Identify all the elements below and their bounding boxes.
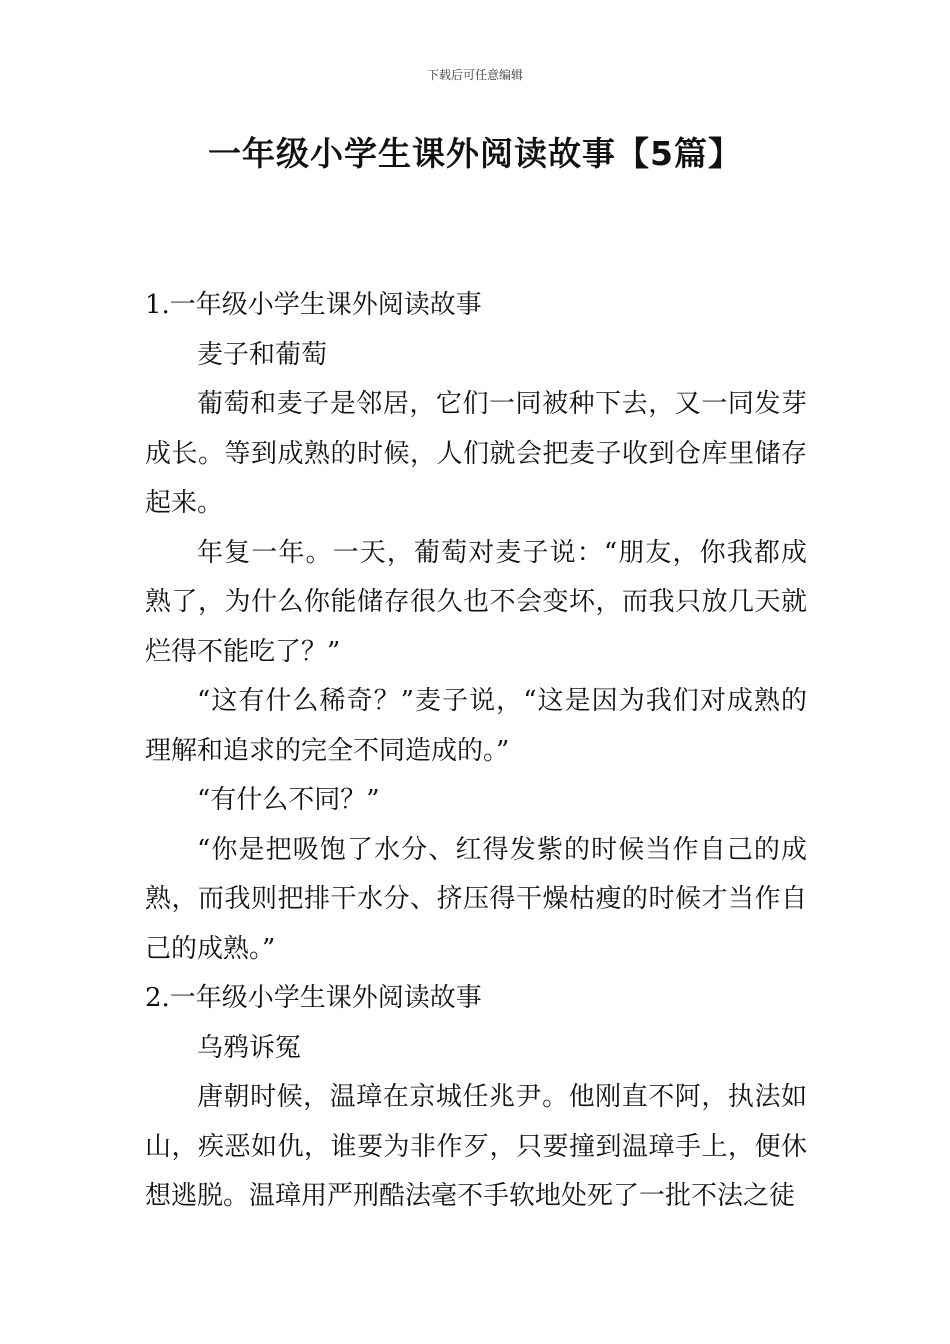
paragraph: 年复一年。一天，葡萄对麦子说：“朋友，你我都成熟了，为什么你能储存很久也不会变坏，而我只放几天就烂得不能吃了？”: [145, 537, 807, 667]
section-heading: 2.一年级小学生课外阅读故事: [145, 983, 482, 1013]
story-title: 麦子和葡萄: [197, 339, 328, 370]
section-heading: 1.一年级小学生课外阅读故事: [145, 290, 482, 320]
story-title: 乌鸦诉冤: [197, 1032, 302, 1063]
paragraph: 唐朝时候，温璋在京城任兆尹。他刚直不阿，执法如山，疾恶如仇，谁要为非作歹，只要撞到温璋手上，便休想逃脱。温璋用严刑酷法毫不手软地处死了一批不法之徒: [145, 1082, 807, 1211]
paragraph: “这有什么稀奇？”麦子说，“这是因为我们对成熟的理解和追求的完全不同造成的。”: [145, 686, 807, 766]
section-1: [145, 281, 807, 974]
document-body: [145, 281, 807, 1222]
section-2: [145, 974, 807, 1222]
paragraph: “你是把吸饱了水分、红得发紫的时候当作自己的成熟，而我则把排干水分、挤压得干燥枯瘦的时候才当作自己的成熟。”: [145, 834, 807, 964]
document-title: 一年级小学生课外阅读故事【5篇】: [208, 134, 742, 173]
paragraph: 葡萄和麦子是邻居，它们一同被种下去，又一同发芽成长。等到成熟的时候，人们就会把麦子收到仓库里储存起来。: [145, 389, 807, 518]
paragraph: “有什么不同？”: [197, 785, 380, 815]
header-note: 下载后可任意编辑: [426, 68, 523, 82]
